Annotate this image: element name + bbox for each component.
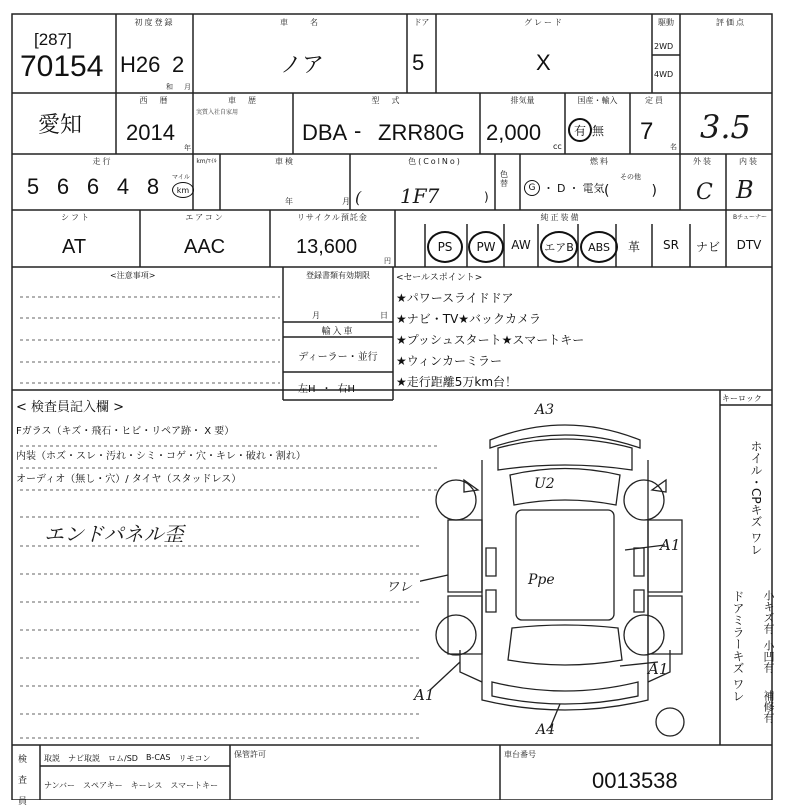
steering-dot: ・ xyxy=(321,384,332,395)
damage-mark-right-rear: A1 xyxy=(648,660,669,678)
chassis-number-header: 車台番号 xyxy=(504,750,536,759)
header-equipment: 純正装備 xyxy=(540,213,581,222)
cc-unit: cc xyxy=(553,142,562,151)
header-tuner: Bチューナー xyxy=(733,214,767,221)
side-note-repaired: 補修有 xyxy=(762,690,775,723)
history-note: 実質入社自家用 xyxy=(196,109,239,116)
registration-month: 2 xyxy=(172,52,185,77)
sales-point: ★ナビ・TV★バックカメラ xyxy=(396,312,542,326)
steering-right: 右H xyxy=(337,384,356,395)
footer-options-bottom xyxy=(44,780,218,791)
door-front-left xyxy=(448,520,482,592)
unit-mile: マイル xyxy=(172,174,190,181)
body-outline xyxy=(482,460,648,710)
equip-ps-circled: PS xyxy=(427,231,463,263)
year-unit: 年 xyxy=(184,144,191,152)
header-interior: 内装 xyxy=(739,157,759,166)
footer-option: ロム/SD xyxy=(108,754,138,763)
sales-points-list xyxy=(396,288,584,393)
steering-side xyxy=(298,380,355,395)
model-code: ZRR80G xyxy=(378,120,465,145)
import-yes-circled: 有 xyxy=(568,118,592,142)
header-recycle: リサイクル預託金 xyxy=(297,213,368,222)
damage-mark-right-door: A1 xyxy=(660,536,681,554)
inspector-audio-line: オーディオ（無し・穴）/ タイヤ（スタッドレス） xyxy=(16,474,242,485)
chassis-number: 0013538 xyxy=(592,768,678,793)
header-history: 車 歴 xyxy=(228,96,258,105)
notes-header: <注意事項> xyxy=(110,271,156,280)
windshield xyxy=(510,469,620,506)
import-no: 無 xyxy=(592,124,605,138)
door-rear-left xyxy=(448,596,482,654)
footer-option: スマートキー xyxy=(170,781,219,790)
displacement: 2,000 xyxy=(486,120,542,145)
fuel-gasoline-circled: G xyxy=(524,180,540,196)
fuel-dot: ・ xyxy=(543,182,554,195)
header-drive: 駆動 xyxy=(658,18,674,27)
wheel-rear-left xyxy=(436,615,476,655)
regdoc-month: 月 xyxy=(312,311,320,320)
side-note-small-scratch: 小キズ有 xyxy=(762,590,775,634)
recycle-fee: 13,600 xyxy=(296,236,358,258)
wheel-rear-right xyxy=(624,615,664,655)
header-color: 色(ColNo) xyxy=(408,157,462,166)
footer-inspector-label xyxy=(18,752,27,807)
footer-option: ナンバー xyxy=(44,781,76,790)
header-inspection: 車検 xyxy=(275,157,295,166)
model-year: 2014 xyxy=(126,120,175,145)
side-note-wheel: ホイル・CPキズ ワレ xyxy=(749,440,763,556)
fuel-other-label: その他 xyxy=(620,173,641,181)
import-car-label: 輸入車 xyxy=(321,327,355,337)
color-open-paren: ( xyxy=(355,188,362,207)
rear-bumper xyxy=(492,682,638,704)
mileage-digits xyxy=(18,174,168,200)
key-lock-label: キーロック xyxy=(722,394,762,403)
footer-option: リモコン xyxy=(178,754,211,763)
color-code: 1F7 xyxy=(400,184,440,208)
sales-point: ★プッシュスタート★スマートキー xyxy=(396,333,585,347)
color-close-paren: ) xyxy=(484,190,489,204)
regdoc-day: 日 xyxy=(380,311,388,320)
unit-km-circled: km xyxy=(172,182,194,198)
lot-number: 70154 xyxy=(20,50,104,83)
wheel-front-left xyxy=(436,480,476,520)
equip-aw: AW xyxy=(511,238,531,252)
exterior-grade: C xyxy=(696,180,713,205)
side-note-mirror: ドアミラーキズ ワレ xyxy=(731,590,745,702)
damage-mark-left-rear: A1 xyxy=(414,686,435,704)
damage-mark-hood: U2 xyxy=(534,476,555,492)
inspection-year-label: 年 xyxy=(285,197,293,206)
hood xyxy=(498,439,632,470)
spare-tire xyxy=(656,708,684,736)
fuel-diesel: D xyxy=(557,181,566,195)
header-car-name: 車 名 xyxy=(280,18,320,27)
footer-option: スペアキー xyxy=(83,781,123,790)
header-mileage: 走行 xyxy=(92,157,113,166)
inspector-glass-line: Fガラス（キズ・飛石・ヒビ・リペア跡・ X 要） xyxy=(16,426,235,437)
car-damage-diagram xyxy=(420,400,710,740)
footer-options-top xyxy=(44,753,210,764)
door-front-right xyxy=(648,520,682,592)
dealer-parallel: ディーラー・並行 xyxy=(298,352,378,363)
registration-era-year: H26 xyxy=(120,52,161,77)
drive-4wd: 4WD xyxy=(654,70,674,79)
roof xyxy=(516,510,614,620)
door-rear-right xyxy=(648,596,682,654)
equip-airbag-circled: エアB xyxy=(540,231,578,263)
header-doors: ドア xyxy=(413,18,430,27)
damage-mark-roof: Ppe xyxy=(528,572,555,588)
grade: X xyxy=(536,50,551,75)
header-aircon: エアコン xyxy=(185,213,225,222)
equip-sunroof: SR xyxy=(663,238,679,252)
aircon-type: AAC xyxy=(184,236,226,258)
equip-leather: 革 xyxy=(627,240,640,254)
inspector-title: < 検査員記入欄 > xyxy=(16,400,125,415)
car-name: ノア xyxy=(280,52,325,77)
header-first-registration: 初度登録 xyxy=(134,18,175,27)
sales-point: ★パワースライドドア xyxy=(396,291,514,305)
inspector-interior-line: 内装（ホズ・スレ・汚れ・シミ・コゲ・穴・キレ・破れ・割れ） xyxy=(16,451,306,462)
equip-pw-circled: PW xyxy=(468,231,504,263)
side-note-small-dent: 小凹有 xyxy=(762,640,775,673)
header-seireki: 西 暦 xyxy=(139,96,170,105)
mileage-digit: 8 xyxy=(146,174,160,199)
footer-option: ナビ取説 xyxy=(68,754,100,763)
header-km: km/ﾏｲﾙ xyxy=(196,158,217,165)
mileage-digit: 5 xyxy=(26,174,40,199)
sales-points-header: <セールスポイント> xyxy=(396,273,483,283)
fuel-other-paren: ( ) xyxy=(604,183,657,199)
mileage-digit: 4 xyxy=(116,174,130,199)
drive-2wd: 2WD xyxy=(654,42,674,51)
header-grade: グレード xyxy=(524,18,564,27)
regdoc-header: 登録書類有効期限 xyxy=(306,271,370,280)
inspection-month-label: 月 xyxy=(342,197,350,206)
header-capacity: 定員 xyxy=(645,96,665,105)
damage-mark-left-door: ワレ xyxy=(386,580,413,595)
footer-option: 取説 xyxy=(44,754,60,763)
footer-option: キーレス xyxy=(130,781,163,790)
header-score: 評価点 xyxy=(716,18,746,27)
footer-label-char: 員 xyxy=(18,797,28,807)
header-model: 型 式 xyxy=(371,96,402,105)
rear-window xyxy=(508,625,622,665)
fuel-electric: 電気 xyxy=(582,182,605,195)
sales-point: ★ウィンカーミラー xyxy=(396,354,503,368)
yen-unit: 円 xyxy=(384,257,391,265)
footer-label-char: 査 xyxy=(18,776,28,786)
equip-dtv: DTV xyxy=(736,238,762,252)
storage-permit-header: 保管許可 xyxy=(234,750,266,759)
handwritten-note: エンドパネル歪 xyxy=(44,522,184,546)
color-change-label: 色替 xyxy=(500,170,508,188)
header-import: 国産・輸入 xyxy=(577,96,618,105)
month-unit: 月 xyxy=(184,83,191,91)
header-fuel: 燃料 xyxy=(590,157,610,166)
fuel-options xyxy=(524,180,604,196)
damage-mark-rear: A4 xyxy=(536,722,556,738)
footer-option: B-CAS xyxy=(145,753,171,762)
lot-reference: [287] xyxy=(34,30,72,49)
evaluation-score: 3.5 xyxy=(700,108,751,146)
capacity-unit: 名 xyxy=(670,143,677,151)
region: 愛知 xyxy=(38,113,83,138)
equip-abs-circled: ABS xyxy=(580,231,618,263)
header-exterior: 外装 xyxy=(693,157,713,166)
sales-point: ★走行距離5万km台！ xyxy=(396,375,518,389)
model-prefix: DBA xyxy=(302,120,348,145)
mileage-digit: 6 xyxy=(56,174,70,199)
damage-mark-front: A3 xyxy=(535,402,555,418)
seating-capacity: 7 xyxy=(640,118,654,145)
shift-type: AT xyxy=(62,236,87,258)
header-shift: シフト xyxy=(61,213,91,222)
fuel-dot: ・ xyxy=(568,182,580,195)
interior-grade: B xyxy=(736,176,754,204)
equip-navi: ナビ xyxy=(695,240,720,254)
footer-label-char: 検 xyxy=(18,755,28,765)
model-dash: - xyxy=(354,118,362,143)
era-mark: 和 xyxy=(166,83,173,91)
mileage-digit: 6 xyxy=(86,174,100,199)
door-count: 5 xyxy=(412,50,425,75)
steering-left: 左H xyxy=(298,384,316,395)
header-displacement: 排気量 xyxy=(510,96,535,105)
